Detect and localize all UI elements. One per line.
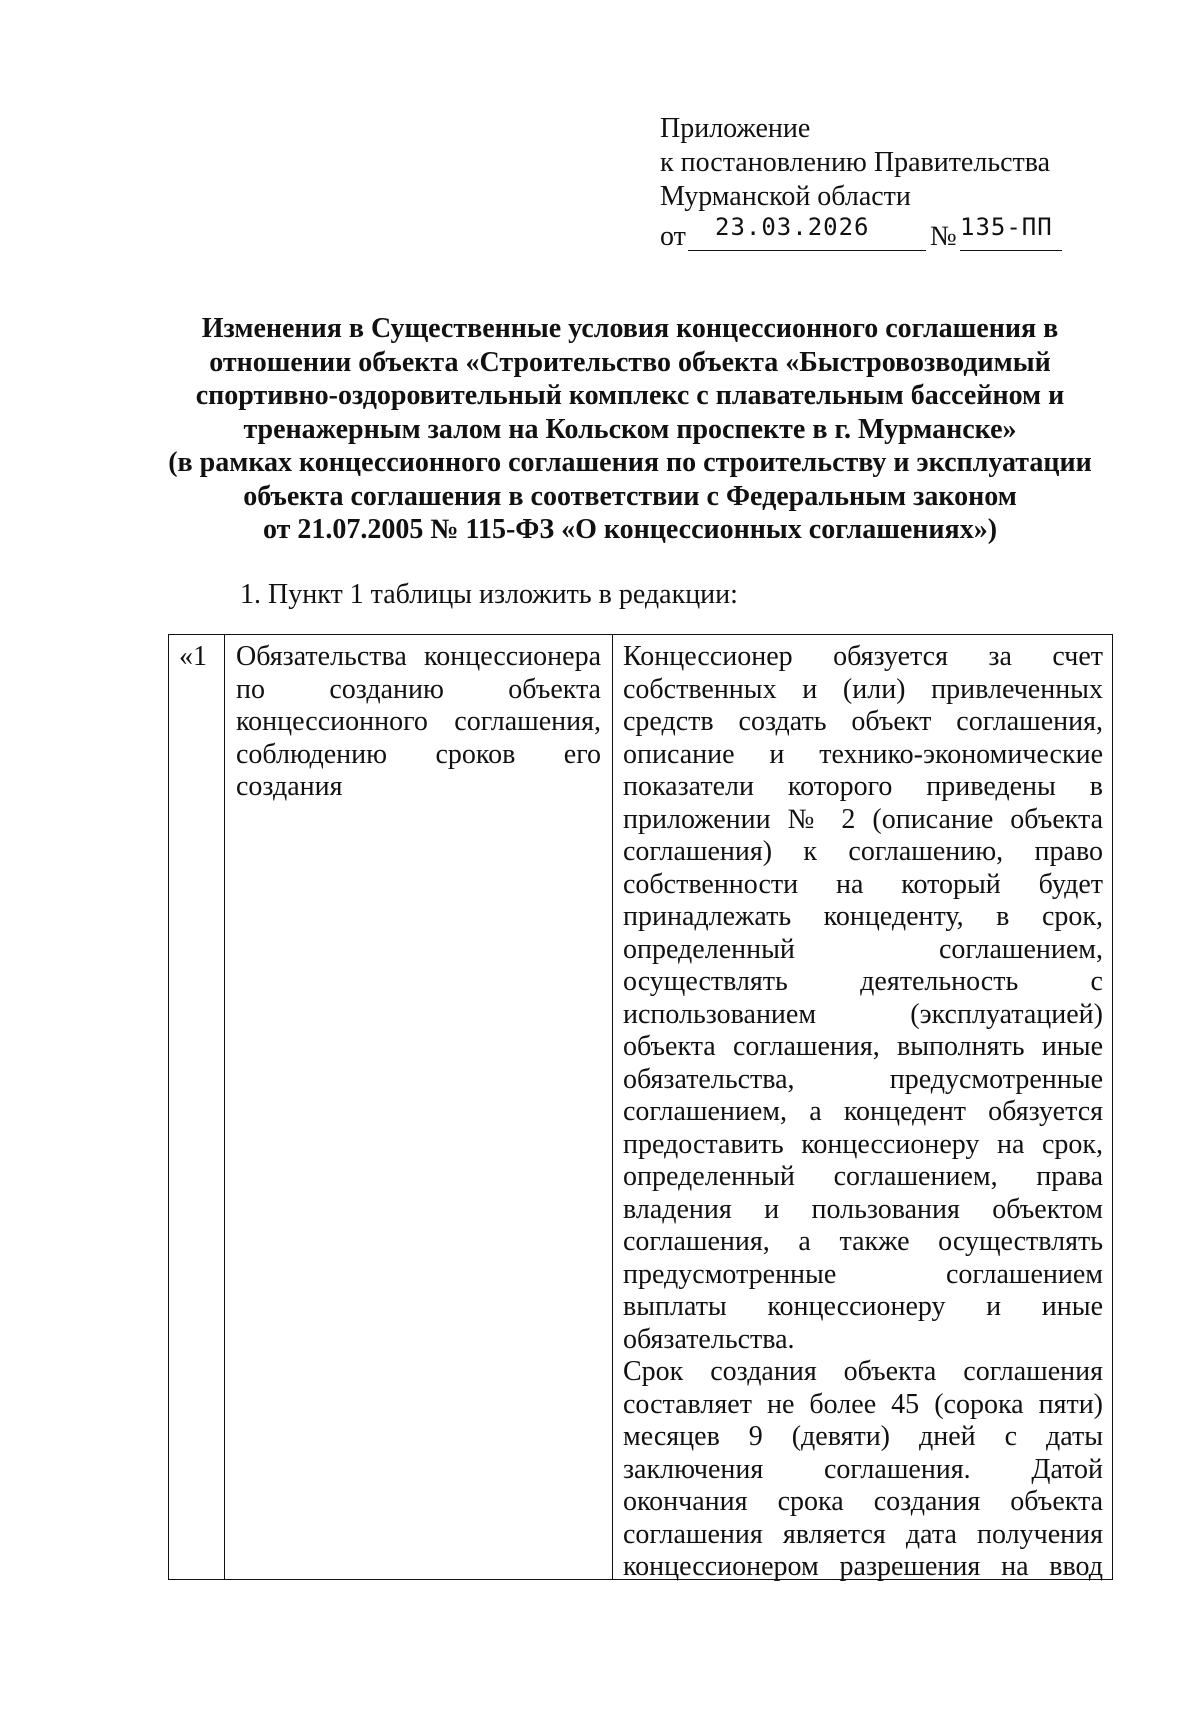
document-title: [130, 312, 1130, 547]
obligation-content-cell: [623, 641, 1103, 1584]
title-line: тренажерным залом на Кольском проспекте в г. Мурманске»: [243, 413, 1017, 445]
title-line: объекта соглашения в соответствии с Федеральным законом: [243, 480, 1017, 512]
cell-line: принадлежать концеденту, в срок,: [623, 901, 1103, 932]
cell-line: показатели которого приведены в: [623, 771, 1103, 802]
cell-line: соглашения является дата получения: [623, 1518, 1103, 1550]
cell-line: соблюдению сроков его: [236, 738, 601, 770]
cell-line: средств создать объект соглашения,: [623, 706, 1103, 737]
cell-line: Концессионер обязуется за счет: [623, 641, 1103, 672]
cell-line: предусмотренные соглашением: [623, 1258, 1103, 1290]
title-line: спортивно-оздоровительный комплекс с плавательным бассейном и: [195, 380, 1065, 411]
title-line: отношении объекта «Строительство объекта «Быстровозводимый: [209, 346, 1051, 378]
date-value: 23.03.2026: [715, 213, 870, 241]
appendix-title: Приложение: [660, 113, 811, 144]
number-label: №: [930, 221, 957, 252]
cell-line: Обязательства концессионера: [236, 641, 601, 672]
cell-line: описание и технико-экономические: [623, 738, 1103, 770]
date-underline: [688, 250, 926, 251]
cell-line: по созданию объекта: [236, 673, 601, 705]
cell-line: определенный соглашением,: [623, 933, 1103, 965]
appendix-region: Мурманской области: [660, 181, 911, 212]
cell-line: создания: [236, 771, 343, 802]
cell-line: месяцев 9 (девяти) дней с даты: [623, 1421, 1103, 1452]
cell-line: соглашения) к соглашению, право: [623, 836, 1103, 867]
cell-line: владения и пользования объектом: [623, 1193, 1103, 1225]
number-value: 135-ПП: [960, 213, 1053, 241]
cell-line: объекта соглашения, выполнять иные: [623, 1031, 1103, 1062]
date-label: от: [660, 221, 686, 252]
cell-line: собственности на который будет: [623, 868, 1103, 900]
title-line: от 21.07.2005 № 115-ФЗ «О концессионных соглашениях»): [262, 514, 998, 545]
cell-line: окончания срока создания объекта: [623, 1486, 1103, 1517]
cell-line: составляет не более 45 (сорока пяти): [623, 1388, 1103, 1420]
title-line: (в рамках концессионного соглашения по строительству и эксплуатации: [168, 447, 1092, 478]
appendix-header: [660, 112, 1090, 254]
cell-line: использованием (эксплуатацией): [623, 998, 1103, 1030]
cell-line: концессионером разрешения на ввод: [623, 1551, 1103, 1582]
appendix-reference: к постановлению Правительства: [660, 147, 1051, 178]
row-number-cell: «1: [179, 641, 207, 672]
cell-line: собственных и (или) привлеченных: [623, 673, 1103, 705]
title-line: Изменения в Существенные условия концессионного соглашения в: [201, 313, 1059, 344]
table-column-divider: [612, 635, 613, 1579]
cell-line: заключения соглашения. Датой: [623, 1453, 1103, 1485]
intro-paragraph: 1. Пункт 1 таблицы изложить в редакции:: [240, 579, 738, 610]
cell-line: концессионного соглашения,: [236, 706, 601, 737]
cell-line: осуществлять деятельность с: [623, 966, 1103, 997]
cell-line: приложении № 2 (описание объекта: [623, 803, 1103, 835]
obligation-name-cell: [236, 641, 601, 804]
cell-line: определенный соглашением, права: [623, 1161, 1103, 1192]
cell-line: обязательства, предусмотренные: [623, 1063, 1103, 1095]
cell-line: Срок создания объекта соглашения: [623, 1356, 1103, 1387]
appendix-date-number-row: [660, 214, 1090, 254]
cell-line: соглашением, а концедент обязуется: [623, 1096, 1103, 1127]
amendment-table: [168, 634, 1113, 1580]
number-underline: [960, 250, 1062, 251]
cell-line: выплаты концессионеру и иные: [623, 1291, 1103, 1322]
cell-line: соглашения, а также осуществлять: [623, 1226, 1103, 1257]
table-column-divider: [224, 635, 225, 1579]
cell-line: обязательства.: [623, 1323, 795, 1355]
cell-line: предоставить концессионеру на срок,: [623, 1128, 1103, 1160]
